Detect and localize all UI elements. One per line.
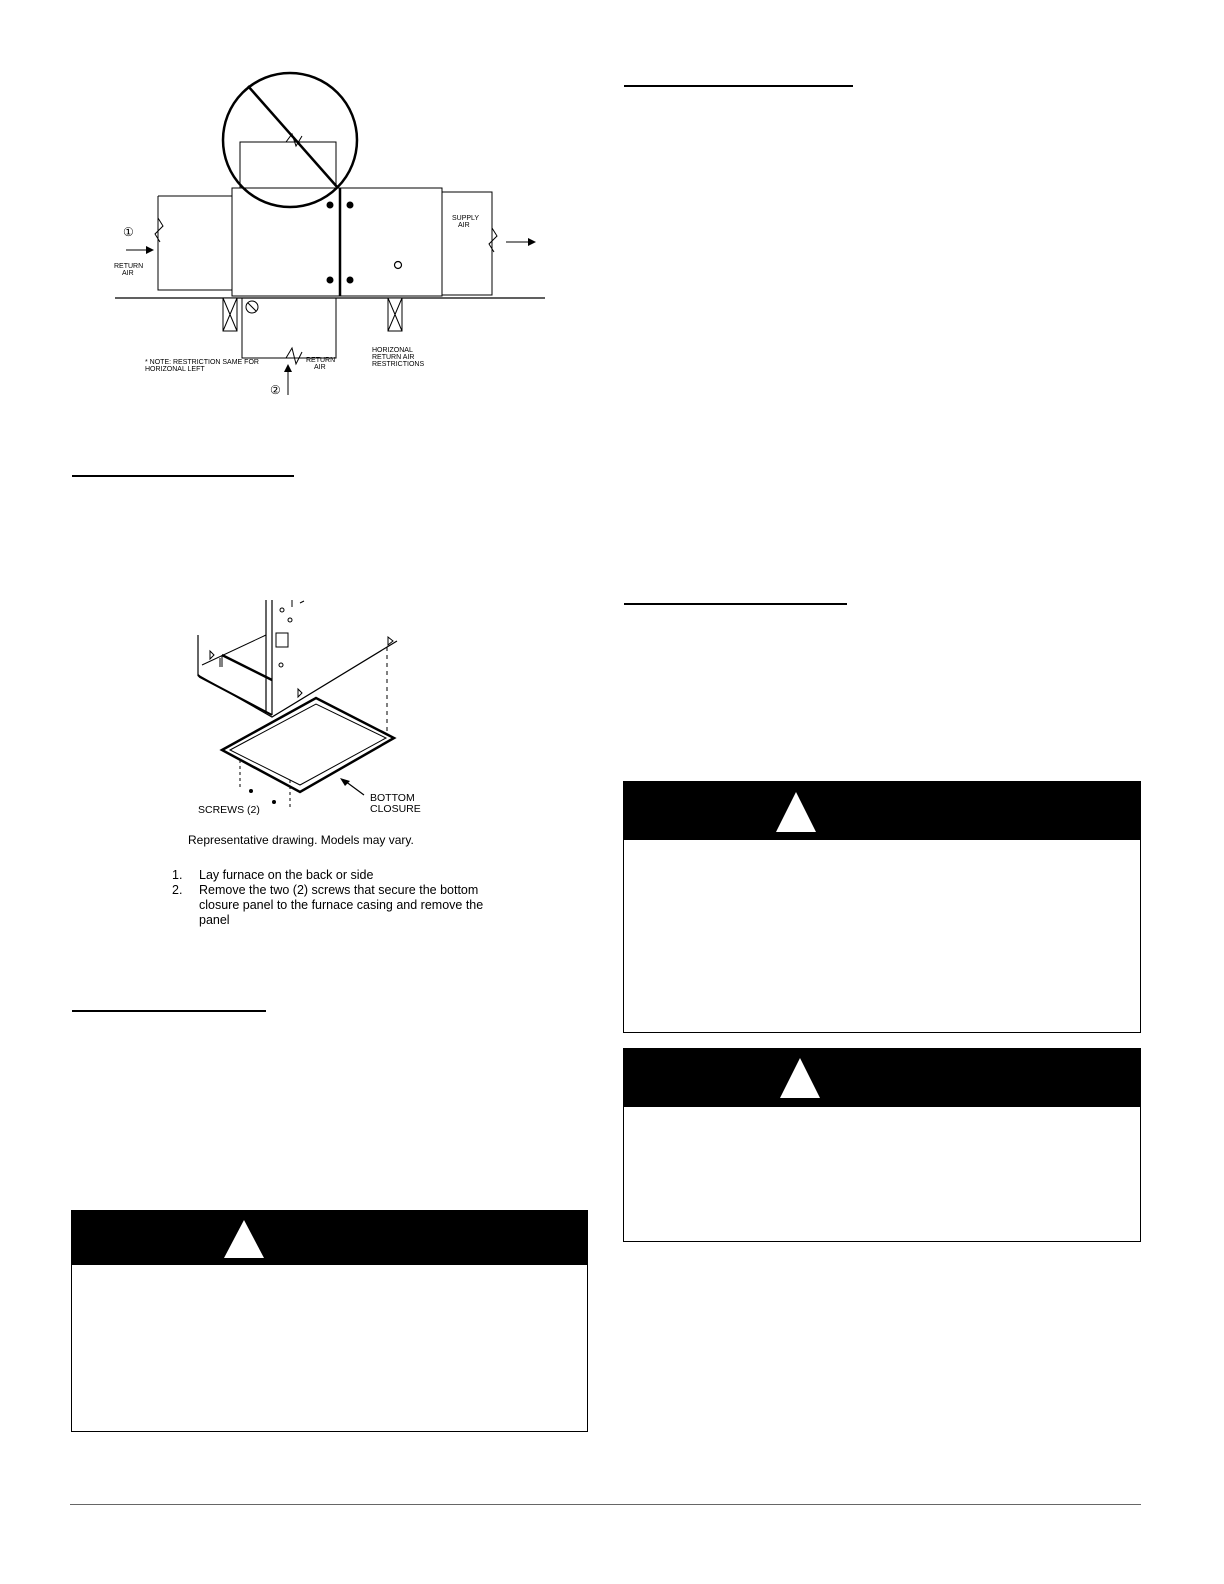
warning-header-bar [624,782,1140,840]
horizontal-return-air-diagram [110,70,560,405]
warning-triangle-icon [778,1056,822,1100]
restriction-note-2: HORIZONAL LEFT [145,366,205,373]
step-number: 2. [172,883,183,897]
warning-triangle-icon [774,790,818,834]
warning-header-bar [72,1211,587,1265]
bottom-closure-label-1: BOTTOM [370,792,415,804]
bottom-closure-label-2: CLOSURE [370,803,421,815]
horizontal-restrictions-1: HORIZONAL [372,347,413,354]
step-item [172,868,502,883]
return-air-bottom-label-1: RETURN [306,357,336,364]
step-text: Remove the two (2) screws that secure the bottom closure panel to the furnace casing and remove the panel [199,883,484,927]
step-text: Lay furnace on the back or side [199,868,374,882]
supply-air-label-1: SUPPLY [452,215,480,222]
return-air-bottom-label-2: AIR [314,364,326,371]
screw-icon [249,789,253,793]
step-number: 1. [172,868,183,882]
warning-box-left [71,1210,588,1432]
warning-box-right-bottom [623,1048,1141,1242]
step-item [172,883,502,928]
warning-header-bar [624,1049,1140,1107]
warning-box-right-top [623,781,1141,1033]
warning-triangle-icon [222,1218,266,1260]
right-section-rule-1 [624,85,853,87]
return-air-left-label-1: RETURN [114,263,144,270]
callout-1: ① [123,225,134,239]
right-section-rule-2 [624,603,847,605]
instruction-steps [172,868,502,928]
left-section-rule-1 [72,475,294,477]
figure-caption: Representative drawing. Models may vary. [188,833,414,847]
return-air-left-label-2: AIR [122,270,134,277]
horizontal-restrictions-2: RETURN AIR [372,354,415,361]
supply-air-label-2: AIR [458,222,470,229]
restriction-note-1: * NOTE: RESTRICTION SAME FOR [145,359,259,366]
footer-rule [70,1504,1141,1505]
screws-label: SCREWS (2) [198,804,260,816]
horizontal-restrictions-3: RESTRICTIONS [372,361,425,368]
screw-icon [272,800,276,804]
bottom-closure-diagram [190,595,440,825]
callout-2: ② [270,383,281,397]
left-section-rule-2 [72,1010,266,1012]
